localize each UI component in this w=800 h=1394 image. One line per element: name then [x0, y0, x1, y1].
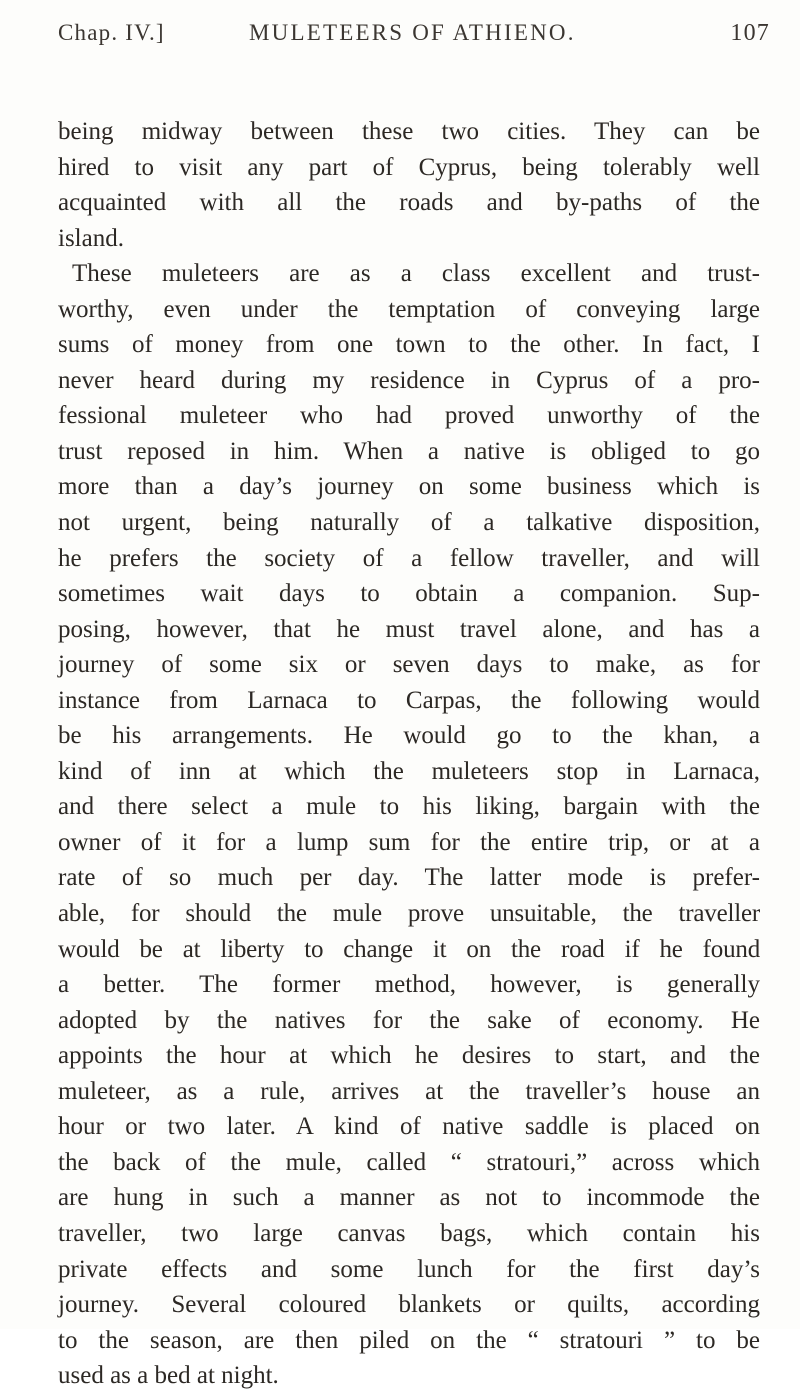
page-number: 107 — [730, 20, 770, 46]
text-line: never heard during my residence in Cyprus of a pro- — [58, 366, 760, 394]
text-line: being midway between these two cities. They can be — [58, 118, 760, 145]
text-line: the back of the mule, called “ stratouri,” across which — [58, 1148, 760, 1176]
text-line: and there select a mule to his liking, bargain with the — [58, 793, 760, 821]
text-line: fessional muleteer who had proved unworthy of the — [58, 402, 760, 430]
body-text — [58, 114, 760, 1394]
text-line: acquainted with all the roads and by-paths of the — [58, 189, 760, 217]
text-line: be his arrangements. He would go to the khan, a — [58, 722, 760, 750]
text-line: sometimes wait days to obtain a companion. Sup- — [58, 580, 760, 608]
text-line: muleteer, as a rule, arrives at the traveller’s house an — [58, 1077, 760, 1105]
text-line: hour or two later. A kind of native saddle is placed on — [58, 1113, 760, 1141]
text-line: journey. Several coloured blankets or quilts, according — [58, 1291, 760, 1319]
text-line: island. — [58, 224, 124, 252]
text-line: traveller, two large canvas bags, which contain his — [58, 1219, 760, 1247]
paragraph-start-line: These muleteers are as a class excellent and trust- — [72, 260, 760, 288]
text-line: kind of inn at which the muleteers stop in Larnaca, — [58, 757, 760, 785]
running-header — [58, 20, 770, 60]
text-line: are hung in such a manner as not to incommode the — [58, 1184, 760, 1212]
chapter-label: Chap. IV.] — [58, 20, 165, 45]
running-title: MULETEERS OF ATHIENO. — [249, 20, 576, 45]
text-line: journey of some six or seven days to make, as for — [58, 651, 760, 679]
text-line: not urgent, being naturally of a talkative disposition, — [58, 509, 760, 537]
text-line: he prefers the society of a fellow traveller, and will — [58, 544, 760, 572]
text-line: private effects and some lunch for the first day’s — [58, 1255, 760, 1283]
text-line: able, for should the mule prove unsuitable, the traveller — [58, 900, 760, 928]
text-line: posing, however, that he must travel alone, and has a — [58, 615, 760, 643]
text-line: instance from Larnaca to Carpas, the following would — [58, 686, 760, 714]
text-line: trust reposed in him. When a native is obliged to go — [58, 437, 760, 465]
text-line: a better. The former method, however, is generally — [58, 971, 760, 999]
text-line: more than a day’s journey on some business which is — [58, 473, 760, 501]
text-line: rate of so much per day. The latter mode is prefer- — [58, 864, 760, 892]
text-line: would be at liberty to change it on the road if he found — [58, 935, 760, 963]
text-line: to the season, are then piled on the “ stratouri ” to be — [58, 1326, 760, 1354]
text-line: worthy, even under the temptation of conveying large — [58, 295, 760, 323]
text-line: sums of money from one town to the other. In fact, I — [58, 331, 760, 359]
text-line: adopted by the natives for the sake of economy. He — [58, 1006, 760, 1034]
text-line: appoints the hour at which he desires to start, and the — [58, 1042, 760, 1070]
text-line: owner of it for a lump sum for the entire trip, or at a — [58, 828, 760, 856]
text-line: hired to visit any part of Cyprus, being tolerably well — [58, 153, 760, 181]
text-line: used as a bed at night. — [58, 1362, 279, 1390]
